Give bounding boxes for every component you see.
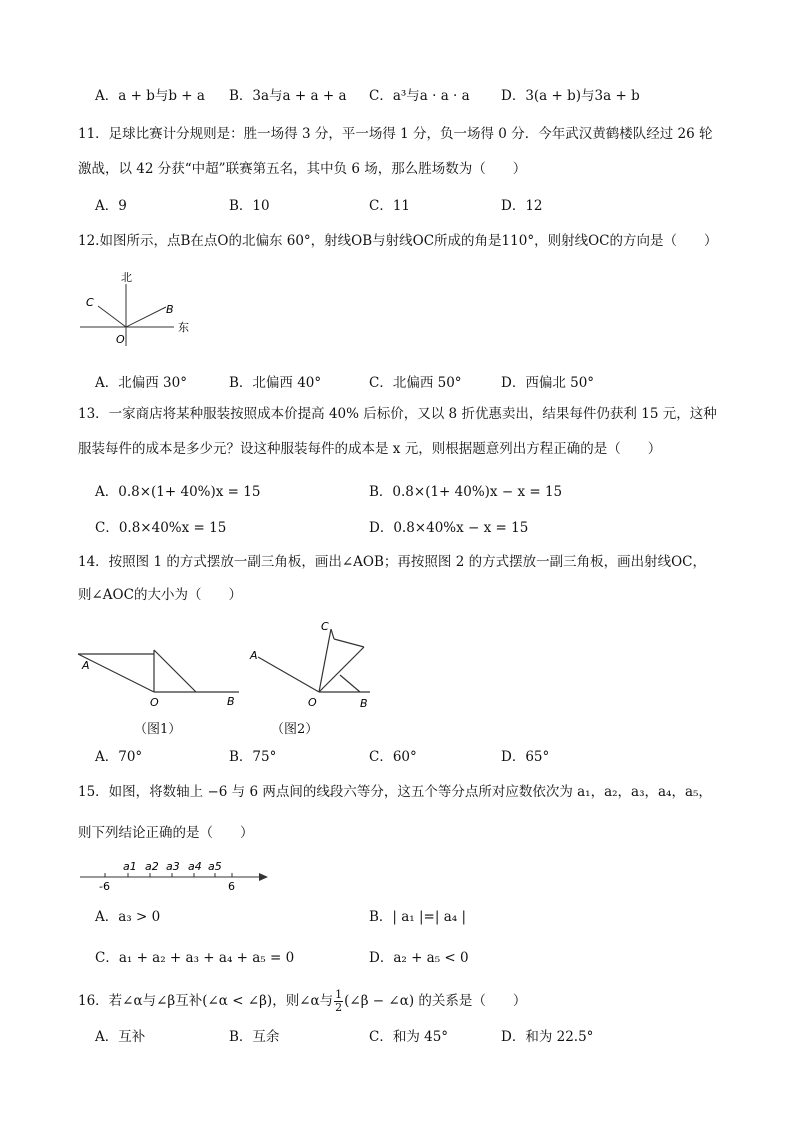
fig2-caption: （图2） bbox=[271, 722, 319, 737]
q16-stem bbox=[78, 989, 526, 1014]
q11-option-d: D．12 bbox=[501, 198, 543, 214]
q10-option-a: A．a + b与b + a bbox=[95, 88, 205, 104]
axis-point-a3: a3 bbox=[166, 860, 180, 873]
q16-option-b: B．互余 bbox=[229, 1029, 280, 1045]
fig1-point-b: B bbox=[227, 695, 235, 708]
q12-option-b: B．北偏西 40° bbox=[229, 375, 322, 391]
q14-stem-line1: 14．按照图 1 的方式摆放一副三角板，画出∠AOB；再按照图 2 的方式摆放一副三角板，画出射线OC， bbox=[78, 554, 706, 570]
q16-fraction-numerator: 1 bbox=[335, 988, 343, 1001]
q14-option-d: D．65° bbox=[501, 749, 550, 765]
fig1-caption: （图1） bbox=[134, 722, 182, 737]
axis-point-a2: a2 bbox=[145, 860, 159, 873]
q14-option-c: C．60° bbox=[369, 749, 417, 765]
axis-point-a1: a1 bbox=[123, 860, 137, 873]
q15-stem-line2: 则下列结论正确的是（ ） bbox=[78, 825, 254, 841]
q11-stem-line1: 11．足球比赛计分规则是：胜一场得 3 分，平一场得 1 分，负一场得 0 分．今年武汉黄鹤楼队经过 26 轮 bbox=[78, 126, 713, 142]
q14-option-b: B．75° bbox=[229, 749, 277, 765]
q14-figure-1 bbox=[74, 638, 244, 717]
axis-label-left: -6 bbox=[99, 880, 110, 893]
q13-option-a: A．0.8×(1+ 40%)x = 15 bbox=[95, 484, 261, 500]
axis-point-a4: a4 bbox=[188, 860, 202, 873]
north-label: 北 bbox=[121, 271, 132, 284]
q16-fraction-denominator: 2 bbox=[335, 1001, 343, 1014]
q13-stem-line1: 13．一家商店将某种服装按照成本价提高 40% 后标价，又以 8 折优惠卖出，结果每件仍获利 15 元，这种 bbox=[78, 406, 717, 422]
q13-option-b: B．0.8×(1+ 40%)x − x = 15 bbox=[369, 484, 563, 500]
q13-option-d: D．0.8×40%x − x = 15 bbox=[369, 520, 529, 536]
q15-option-a: A．a₃ > 0 bbox=[95, 909, 161, 925]
q12-compass-figure bbox=[78, 266, 208, 355]
q11-option-b: B．10 bbox=[229, 198, 270, 214]
q14-stem-line2: 则∠AOC的大小为（ ） bbox=[78, 587, 242, 603]
q16-fraction bbox=[334, 989, 343, 1014]
fig1-point-o: O bbox=[150, 696, 159, 709]
q10-option-b: B．3a与a + a + a bbox=[229, 88, 347, 104]
q11-option-c: C．11 bbox=[369, 198, 411, 214]
q14-figure-2 bbox=[244, 615, 379, 717]
q16-option-a: A．互补 bbox=[95, 1029, 146, 1045]
q16-option-d: D．和为 22.5° bbox=[501, 1029, 594, 1045]
q15-number-line bbox=[78, 856, 273, 898]
east-label: 东 bbox=[178, 321, 189, 334]
axis-label-right: 6 bbox=[228, 880, 235, 893]
axis-point-a5: a5 bbox=[208, 860, 222, 873]
q16-option-c: C．和为 45° bbox=[369, 1029, 449, 1045]
q16-stem-suffix: (∠β − ∠α) 的关系是（ ） bbox=[344, 993, 527, 1009]
point-c-label: C bbox=[86, 296, 94, 309]
fig1-point-a: A bbox=[82, 659, 90, 672]
point-o-label: O bbox=[116, 333, 125, 346]
q15-option-d: D．a₂ + a₅ < 0 bbox=[369, 950, 469, 966]
q11-option-a: A．9 bbox=[95, 198, 127, 214]
fig2-point-a: A bbox=[250, 649, 258, 662]
point-b-label: B bbox=[166, 303, 174, 316]
q15-option-b: B．| a₁ |=| a₄ | bbox=[369, 909, 467, 925]
q12-option-d: D．西偏北 50° bbox=[501, 375, 595, 391]
q12-option-c: C．北偏西 50° bbox=[369, 375, 462, 391]
fig2-point-b: B bbox=[360, 697, 368, 710]
fig2-point-o: O bbox=[308, 696, 317, 709]
q11-stem-line2: 激战，以 42 分获“中超”联赛第五名，其中负 6 场，那么胜场数为（ ） bbox=[78, 161, 527, 177]
q16-stem-prefix: 16．若∠α与∠β互补(∠α < ∠β)，则∠α与 bbox=[78, 993, 334, 1009]
q15-option-c: C．a₁ + a₂ + a₃ + a₄ + a₅ = 0 bbox=[95, 950, 295, 966]
fig2-point-c: C bbox=[321, 620, 329, 633]
q10-option-c: C．a³与a · a · a bbox=[369, 88, 470, 104]
q14-option-a: A．70° bbox=[95, 749, 143, 765]
q12-stem: 12.如图所示，点B在点O的北偏东 60°，射线OB与射线OC所成的角是110°，则射线OC的方向是（ ） bbox=[78, 233, 718, 249]
q15-stem-line1: 15．如图，将数轴上 −6 与 6 两点间的线段六等分，这五个等分点所对应数依次为 a₁，a₂，a₃，a₄，a₅， bbox=[78, 784, 712, 800]
q13-option-c: C．0.8×40%x = 15 bbox=[95, 520, 227, 536]
q12-option-a: A．北偏西 30° bbox=[95, 375, 187, 391]
q13-stem-line2: 服装每件的成本是多少元？设这种服装每件的成本是 x 元，则根据题意列出方程正确的是（ ） bbox=[78, 441, 662, 457]
q10-option-d: D．3(a + b)与3a + b bbox=[501, 88, 640, 104]
